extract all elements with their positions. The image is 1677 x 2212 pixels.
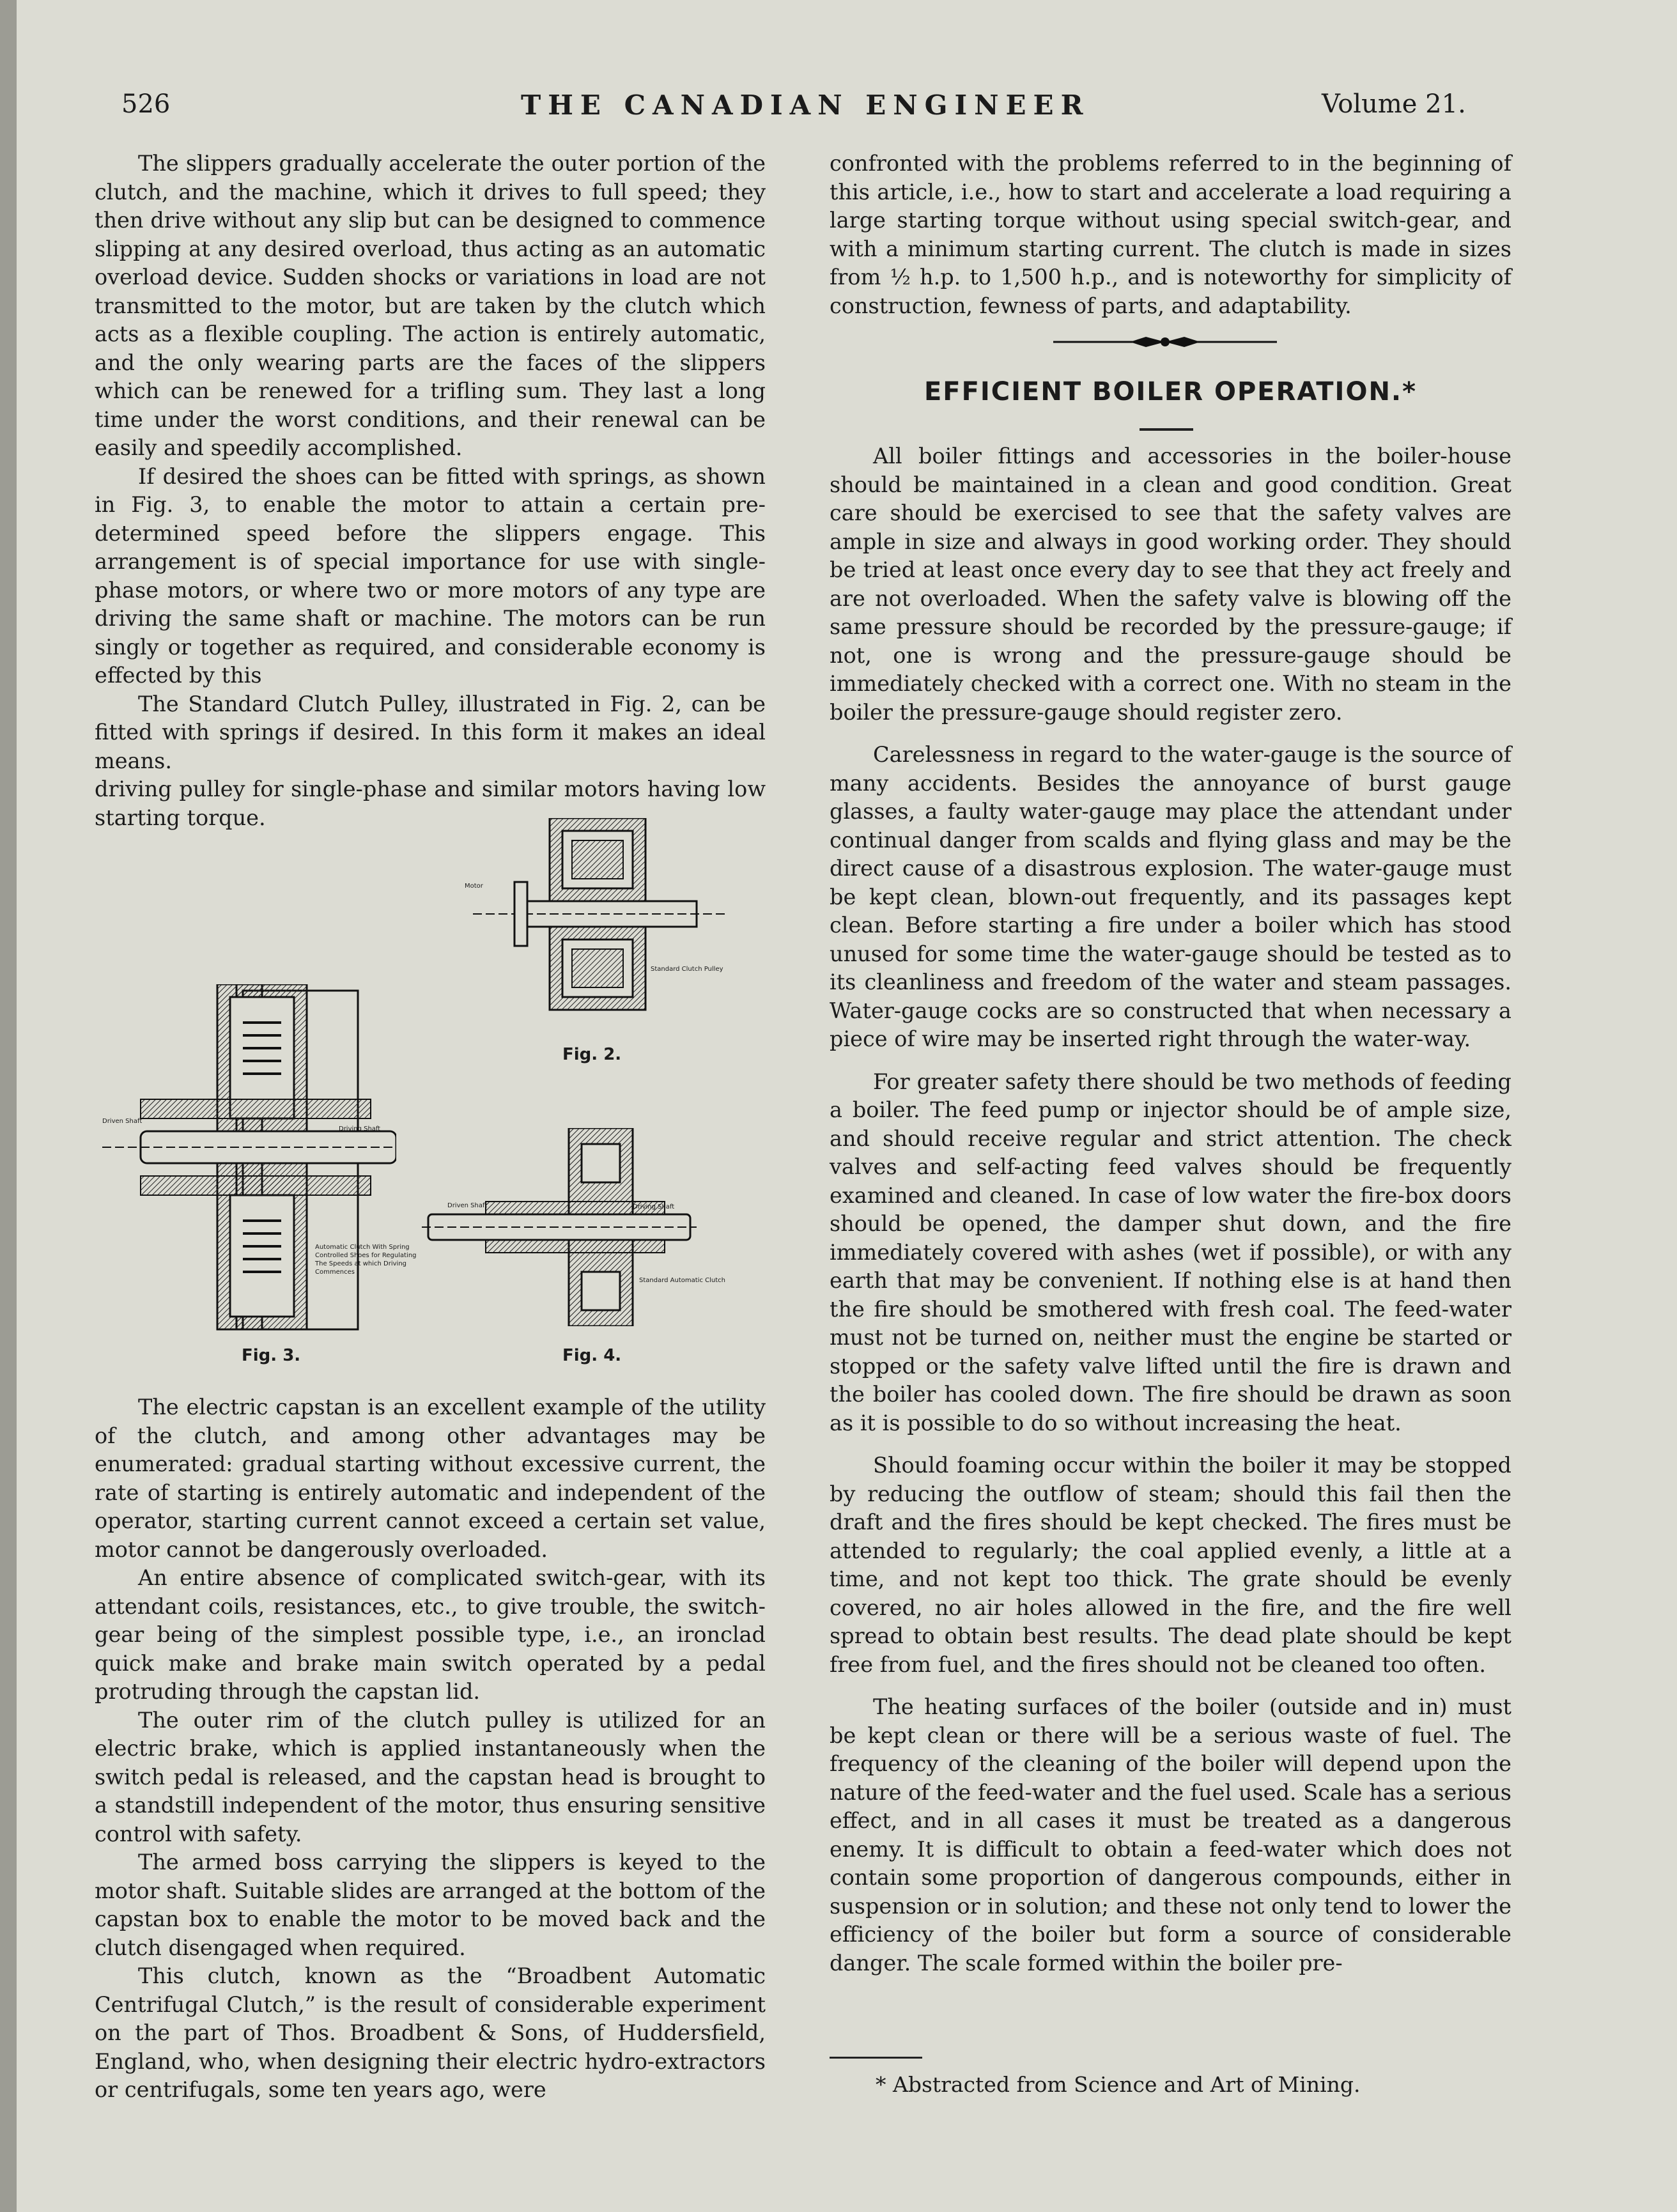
fig3-callout-automatic-clutch: Automatic Clutch With Spring Controlled Shoes for Regulating The Speeds at which Driving Commences [315,1244,417,1276]
fig2-callout-motor: Motor [465,883,483,890]
left-column-top [95,150,766,832]
fig4-callout-driving-shaft: Driving Shaft [633,1203,675,1210]
fig3-callout-driving-shaft: Driving Shaft [339,1125,381,1133]
fig2-callout-pulley: Standard Clutch Pulley [651,966,723,973]
fig4-label: Fig. 4. [562,1346,622,1365]
paragraph: confronted with the problems referred to in the beginning of this article, i.e., how to start and accelerate a load requiring a large starting torque without using special switch-gear, and with a minimum starting current. The clutch is made in sizes from ½ h.p. to 1,500 h.p., and is noteworthy for simplicity of construction, fewness of parts, and adaptability. [830,151,1511,318]
paragraph: The Standard Clutch Pulley, illustrated in Fig. 2, can be fitted with springs if desired. In this form it makes an ideal means. [95,691,766,773]
paragraph: driving pulley for single-phase and similar motors having low starting torque. [95,777,766,830]
fig4-callout-driven-shaft: Driven Shaft [447,1202,488,1209]
headline-rule [1140,428,1193,431]
fig3-callout-driven-shaft: Driven Shaft [102,1118,143,1125]
page-edge-shadow [0,0,17,2212]
volume-label: Volume 21. [1322,89,1466,119]
article-headline: EFFICIENT BOILER OPERATION.* [924,377,1418,406]
paragraph: This clutch, known as the “Broadbent Automatic Centrifugal Clutch,” is the result of considerable experiment on the part of Thos. Broadbent & Sons, of Huddersfield, England, who, when designing their electric hydro-extractors or centrifugals, some ten years ago, were [95,1963,766,2102]
paragraph: The slippers gradually accelerate the outer portion of the clutch, and the machine, which it drives to full speed; they then drive without any slip but can be designed to commence slipping at any desired overload, thus acting as an automatic overload device. Sudden shocks or variations in load are not transmitted to the motor, but are taken by the clutch which acts as a flexible coupling. The action is entirely automatic, and the only wearing parts are the faces of the slippers which can be renewed for a trifling sum. They last a long time under the worst conditions, and their renewal can be easily and speedily accomplished. [95,151,766,460]
figure-3-drawing [102,984,396,1342]
figure-4-drawing [422,1128,697,1326]
fig2-label: Fig. 2. [562,1045,622,1064]
figure-2-drawing [460,818,767,1016]
paragraph: For greater safety there should be two methods of feeding a boiler. The feed pump or injector should be of ample size, and should receive regular and strict attention. The check valves and self-acting feed valves should be frequently examined and cleaned. In case of low water the fire-box doors should be opened, the damper shut down, and the fire immediately covered with ashes (wet if possible), or with any earth that may be convenient. If nothing else is at hand then the fire should be smothered with fresh coal. The feed-water must not be turned on, neither must the engine be started or stopped or the safety valve lifted until the fire is drawn and the boiler has cooled down. The fire should be drawn as soon as it is possible to do so without increasing the heat. [830,1069,1511,1435]
paragraph: Carelessness in regard to the water-gauge is the source of many accidents. Besides the annoyance of burst gauge glasses, a faulty water-gauge may place the attendant under continual danger from scalds and flying glass and may be the direct cause of a disastrous explosion. The water-gauge must be kept clean, blown-out frequently, and its passages kept clean. Before starting a fire under a boiler which has stood unused for some time the water-gauge should be tested as to its cleanliness and freedom of the water and steam passages. Water-gauge cocks are so constructed that when necessary a piece of wire may be inserted right through the water-way. [830,742,1511,1051]
paragraph: All boiler fittings and accessories in the boiler-house should be maintained in a clean and good condition. Great care should be exercised to see that the safety valves are ample in size and always in good working order. They should be tried at least once every day to see that they act freely and are not overloaded. When the safety valve is blowing off the same pressure should be recorded by the pressure-gauge; if not, one is wrong and the pressure-gauge should be immediately checked with a correct one. With no steam in the boiler the pressure-gauge should register zero. [830,444,1511,725]
paragraph: The heating surfaces of the boiler (outside and in) must be kept clean or there will be a serious waste of fuel. The frequency of the cleaning of the boiler will depend upon the nature of the feed-water and the fuel used. Scale has a serious effect, and in all cases it must be treated as a dangerous enemy. It is difficult to obtain a feed-water which does not contain some proportion of dangerous compounds, either in suspension or in solution; and these not only tend to lower the efficiency of the boiler but form a source of considerable danger. The scale formed within the boiler pre- [830,1694,1511,1976]
left-column-bottom [95,1393,766,2105]
paragraph: Should foaming occur within the boiler it may be stopped by reducing the outflow of steam; should this fail then the draft and the fires should be kept checked. The fires must be attended to regularly; the coal applied evenly, a little at a time, and not kept too thick. The grate should be evenly covered, no air holes allowed in the fire, and the fire well spread to obtain best results. The dead plate should be kept free from fuel, and the fires should not be cleaned too often. [830,1453,1511,1677]
right-column-top [830,150,1511,320]
paragraph: An entire absence of complicated switch-gear, with its attendant coils, resistances, etc., to give trouble, the switch-gear being of the simplest possible type, i.e., an ironclad quick make and brake main switch operated by a pedal protruding through the capstan lid. [95,1565,766,1704]
footnote: * Abstracted from Science and Art of Mining. [876,2072,1361,2097]
paragraph: The armed boss carrying the slippers is keyed to the motor shaft. Suitable slides are arranged at the bottom of the capstan box to enable the motor to be moved back and the clutch disengaged when required. [95,1850,766,1960]
running-header [0,89,1677,128]
paragraph: The outer rim of the clutch pulley is utilized for an electric brake, which is applied instantaneously when the switch pedal is released, and the capstan head is brought to a standstill independent of the motor, thus ensuring sensitive control with safety. [95,1707,766,1846]
fig3-label: Fig. 3. [242,1346,301,1365]
paragraph: If desired the shoes can be fitted with springs, as shown in Fig. 3, to enable the motor to attain a certain pre-determined speed before the slippers engage. This arrangement is of special importance for use with single-phase motors, or where two or more motors of any type are driving the same shaft or machine. The motors can be run singly or together as required, and considerable economy is effected by this [95,463,766,688]
paragraph: The electric capstan is an excellent example of the utility of the clutch, and among other advantages may be enumerated: gradual starting without excessive current, the rate of starting is entirely automatic and independent of the operator, starting current cannot exceed a certain set value, motor cannot be dangerously overloaded. [95,1395,766,1562]
fig4-callout-standard-clutch: Standard Automatic Clutch [639,1277,725,1284]
page-number: 526 [121,89,171,119]
journal-title: THE CANADIAN ENGINEER [521,89,1090,121]
section-ornament [1053,332,1277,352]
footnote-rule [830,2057,922,2059]
article-body [830,442,1511,1977]
